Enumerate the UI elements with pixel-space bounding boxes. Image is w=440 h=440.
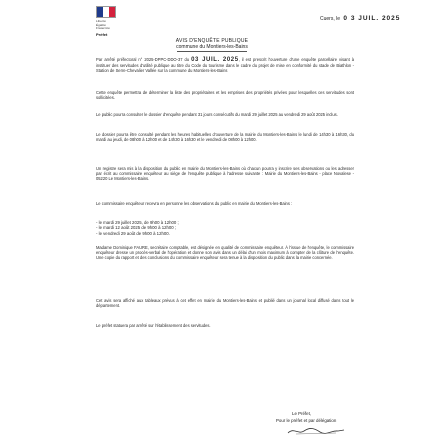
title-underline [177, 51, 247, 52]
permanence-list [96, 220, 354, 236]
paragraph-decision: Le préfet statuera par arrêté sur l'établissement des servitudes. [96, 323, 211, 328]
decree-text-end: , il est prescrit l'ouverture d'une enquête parcellaire visant à instituer des servitudes d'utilité publique au titre du Code du tourisme dans le cadre du projet de mise en conformité du stade de Biathlon - Station de Serre-Chevalier Vallée sur la commune du Montiers-les-Bains [96, 57, 354, 74]
paragraph-purpose: Cette enquête permettra de déterminer la liste des propriétaires et les emprises des propriétés privées pour lesquelles ces servitudes sont sollicitées. [96, 90, 354, 101]
notice-title [142, 38, 282, 52]
paragraph-publication: Cet avis sera affiché aux tableaux prévus à cet effet en mairie du Montiers-les-Bains et publié dans un journal local diffusé dans tout le département. [96, 298, 354, 309]
motto-fraternite: Fraternité [96, 26, 110, 30]
flag-icon [96, 6, 116, 18]
motto-liberte: Liberté [96, 19, 106, 23]
notice-title-main: AVIS D'ENQUÊTE PUBLIQUE [175, 38, 249, 44]
signature-title: Le Préfet, [292, 411, 312, 416]
paragraph-commissioner: Madame Dominique FAURE, secrétaire comptable, est désignée en qualité de commissaire enquêteur. À l'issue de l'enquête, le commissaire enquêteur dresse un procès-verbal de l'opération et donne son avis dans un délai d'un mois maximum à compter de la clôture de l'enquête. Une copie du rapport et des conclusions du commissaire enquêteur sera tenue à la disposition du public dans la mairie concernée. [96, 245, 354, 261]
motto [96, 20, 118, 31]
list-item: - le vendredi 29 août de 9h00 à 12h00. [96, 230, 170, 236]
flag-red-band [109, 7, 115, 17]
decree-date-stamp: 03 JUIL. 2025 [191, 57, 239, 63]
list-item: - le mardi 12 août 2025 de 9h00 à 12h00 ; [96, 225, 177, 231]
paragraph-opening-hours: Le dossier pourra être consulté pendant les heures habituelles d'ouverture de la mairie du Montiers-les-Bains le lundi de 14h30 à 16h30, du mardi au jeudi, de 08h00 à 12h00 et de 14h30 à 16h30 et le vendredi de 08h00 à 12h00. [96, 132, 354, 143]
date-line [320, 15, 400, 22]
date-stamp: 0 3 JUIL. 2025 [343, 15, 401, 22]
paragraph-register: Un registre sera mis à la disposition du public en mairie du Montiers-les-Bains où chacun pourra y inscrire ses observations ou les adresser par écrit au commissaire enquêteur au siège de l'enquête publique à l'adresse suivante : Mairie du Montiers-les-Bains - place Novalese - 05220 Le Montiers-les-Bains. [96, 166, 354, 182]
decree-text-start: Par arrêté préfectoral n° 2025-DPPC-DDO-37 du [96, 57, 190, 62]
paragraph-permanences: Le commissaire enquêteur recevra en personne les observations du public en mairie du Montiers-les-Bains : [96, 201, 293, 206]
notice-title-sub: commune du Montiers-les-Bains [176, 44, 248, 50]
paragraph-consultation-period: Le public pourra consulter le dossier d'enquête pendant 31 jours consécutifs du mardi 29 juillet 2025 au vendredi 29 août 2025 inclus. [96, 112, 338, 117]
paragraph-decree [96, 57, 354, 73]
list-item: - le mardi 29 juillet 2025, de 9h00 à 12h00 ; [96, 220, 179, 225]
date-prefix: Cuers, le [320, 16, 341, 22]
handwritten-signature-icon [286, 425, 346, 437]
signature-role: Pour le préfet et par délégation [276, 418, 337, 423]
republique-logo [96, 6, 118, 36]
motto-egalite: Égalité [96, 22, 106, 27]
prefecture-label: Préfet [96, 31, 108, 37]
